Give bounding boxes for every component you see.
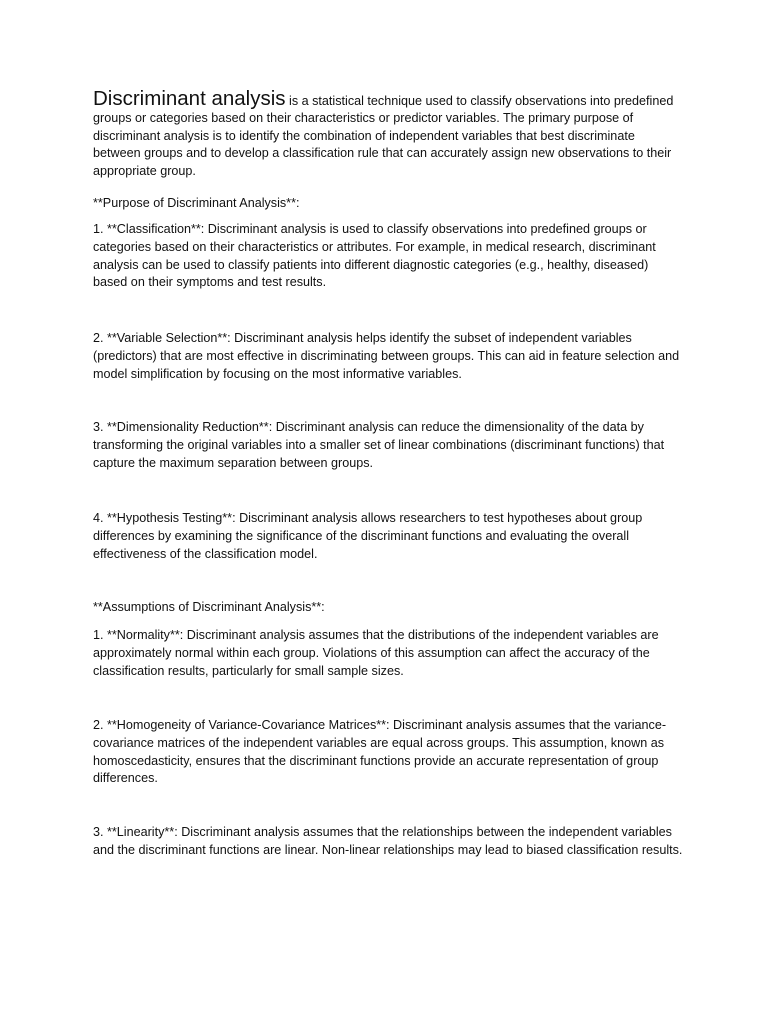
assumptions-heading: **Assumptions of Discriminant Analysis**: bbox=[93, 600, 325, 614]
intro-text: is a statistical technique used to classify observations into predefined groups or categories based on their characteristics or predictor variables. The primary purpose of discriminant analysis is to identify the combination of independent variables that best discriminate between groups and to develop a classification rule that can accurately assign new observations to their appropriate group. bbox=[93, 94, 674, 178]
document-title: Discriminant analysis bbox=[93, 87, 286, 110]
assumption-item-linearity: 3. **Linearity**: Discriminant analysis assumes that the relationships between the independent variables and the discriminant functions are linear. Non-linear relationships may lead to biased classification results. bbox=[93, 825, 683, 857]
purpose-item-variable-selection: 2. **Variable Selection**: Discriminant analysis helps identify the subset of independent variables (predictors) that are most effective in discriminating between groups. This can aid in feature selection and model simplification by focusing on the most informative variables. bbox=[93, 331, 680, 381]
purpose-item-classification: 1. **Classification**: Discriminant analysis is used to classify observations into predefined groups or categories based on their characteristics or attributes. For example, in medical research, discriminant analysis can be used to classify patients into different diagnostic categories (e.g., healthy, diseased) based on their symptoms and test results. bbox=[93, 222, 656, 290]
assumption-item-normality: 1. **Normality**: Discriminant analysis assumes that the distributions of the independent variables are approximately normal within each group. Violations of this assumption can affect the accuracy of the classification results, particularly for small sample sizes. bbox=[93, 628, 659, 678]
assumption-item-homogeneity: 2. **Homogeneity of Variance-Covariance Matrices**: Discriminant analysis assumes that the variance-covariance matrices of the independent variables are equal across groups. This assumption, known as homoscedasticity, ensures that the discriminant functions provide an accurate representation of group differences. bbox=[93, 718, 667, 786]
purpose-heading: **Purpose of Discriminant Analysis**: bbox=[93, 196, 300, 210]
purpose-item-hypothesis-testing: 4. **Hypothesis Testing**: Discriminant analysis allows researchers to test hypotheses about group differences by examining the significance of the discriminant functions and evaluating the overall effectiveness of the classification model. bbox=[93, 511, 643, 561]
intro-paragraph bbox=[93, 88, 683, 180]
purpose-item-dimensionality-reduction: 3. **Dimensionality Reduction**: Discriminant analysis can reduce the dimensionality of the data by transforming the original variables into a smaller set of linear combinations (discriminant functions) that capture the maximum separation between groups. bbox=[93, 420, 665, 470]
